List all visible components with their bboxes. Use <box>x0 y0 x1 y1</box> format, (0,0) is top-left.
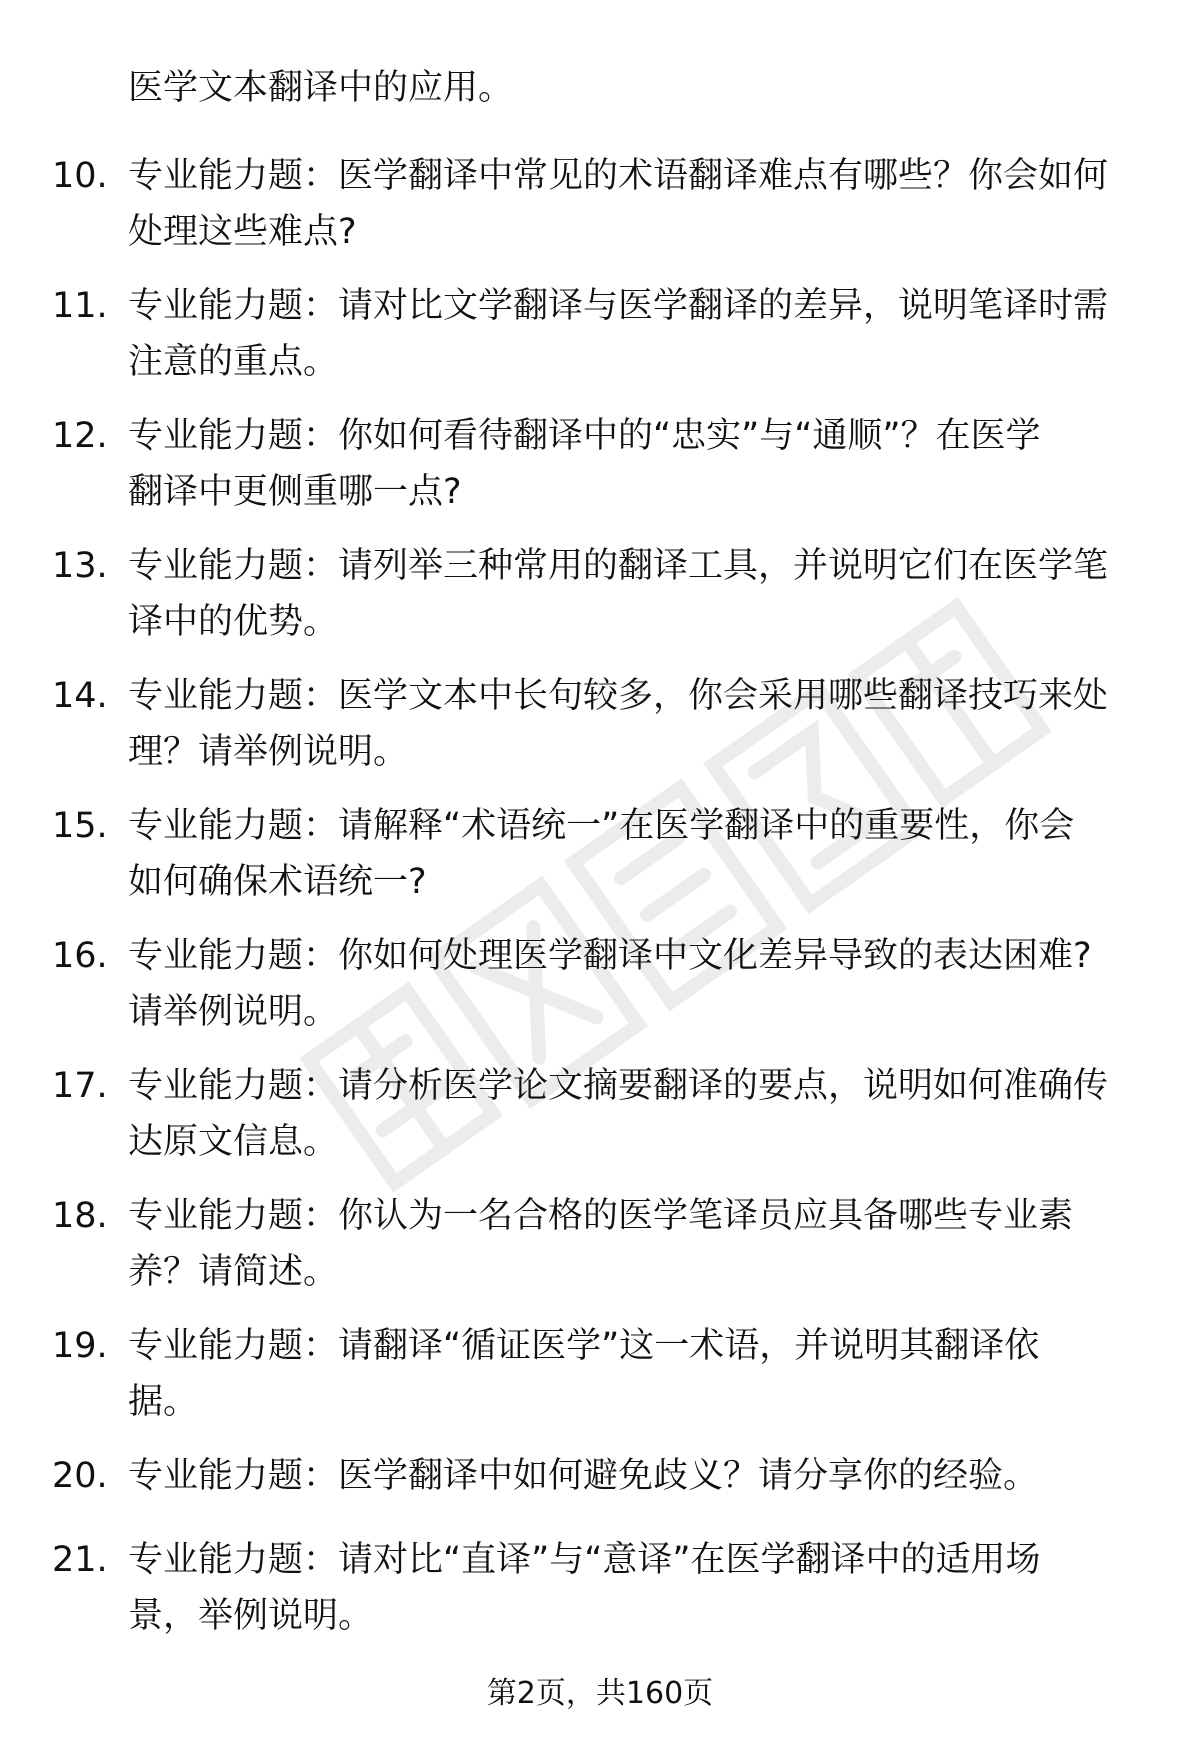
item-text: 专业能力题：你如何看待翻译中的“忠实”与“通顺”？在医学 翻译中更侧重哪一点? <box>128 416 1041 512</box>
list-item <box>0 668 1200 798</box>
item-text: 专业能力题：请分析医学论文摘要翻译的要点，说明如何准确传 达原文信息。 <box>128 1066 1109 1162</box>
item-text: 专业能力题：请对比“直译”与“意译”在医学翻译中的适用场 景，举例说明。 <box>128 1540 1041 1636</box>
item-text: 专业能力题：请解释“术语统一”在医学翻译中的重要性，你会 如何确保术语统一? <box>128 806 1075 902</box>
continuation-text: 医学文本翻译中的应用。 <box>128 68 514 108</box>
list-item <box>0 148 1200 278</box>
list-item <box>0 798 1200 928</box>
item-number: 13. <box>52 546 108 586</box>
list-item <box>0 1532 1200 1662</box>
list-item <box>0 1058 1200 1188</box>
item-text: 专业能力题：医学文本中长句较多，你会采用哪些翻译技巧来处 理？请举例说明。 <box>128 676 1109 772</box>
list-item <box>0 278 1200 408</box>
item-text: 专业能力题：请翻译“循证医学”这一术语，并说明其翻译依 据。 <box>128 1326 1040 1422</box>
item-number: 18. <box>52 1196 108 1236</box>
list-item <box>0 408 1200 538</box>
item-text: 专业能力题：医学翻译中常见的术语翻译难点有哪些？你会如何 处理这些难点? <box>128 156 1109 252</box>
item-number: 16. <box>52 936 108 976</box>
item-number: 20. <box>52 1456 108 1496</box>
item-text: 专业能力题：医学翻译中如何避免歧义？请分享你的经验。 <box>128 1456 1039 1496</box>
list-item <box>0 538 1200 668</box>
item-number: 17. <box>52 1066 108 1106</box>
item-text: 专业能力题：你认为一名合格的医学笔译员应具备哪些专业素 养？请简述。 <box>128 1196 1074 1292</box>
item-number: 10. <box>52 156 108 196</box>
item-text: 专业能力题：你如何处理医学翻译中文化差异导致的表达困难? 请举例说明。 <box>128 936 1092 1032</box>
item-number: 12. <box>52 416 108 456</box>
item-number: 19. <box>52 1326 108 1366</box>
item-number: 11. <box>52 286 108 326</box>
item-number: 15. <box>52 806 108 846</box>
item-text: 专业能力题：请对比文学翻译与医学翻译的差异，说明笔译时需 注意的重点。 <box>128 286 1109 382</box>
item-text: 专业能力题：请列举三种常用的翻译工具，并说明它们在医学笔 译中的优势。 <box>128 546 1109 642</box>
list-item <box>0 1318 1200 1448</box>
question-list <box>0 148 1200 1662</box>
page-footer: 第2页，共160页 <box>486 1676 714 1711</box>
item-number: 14. <box>52 676 108 716</box>
list-item <box>0 1448 1200 1532</box>
list-item <box>0 928 1200 1058</box>
list-item <box>0 1188 1200 1318</box>
item-number: 21. <box>52 1540 108 1580</box>
